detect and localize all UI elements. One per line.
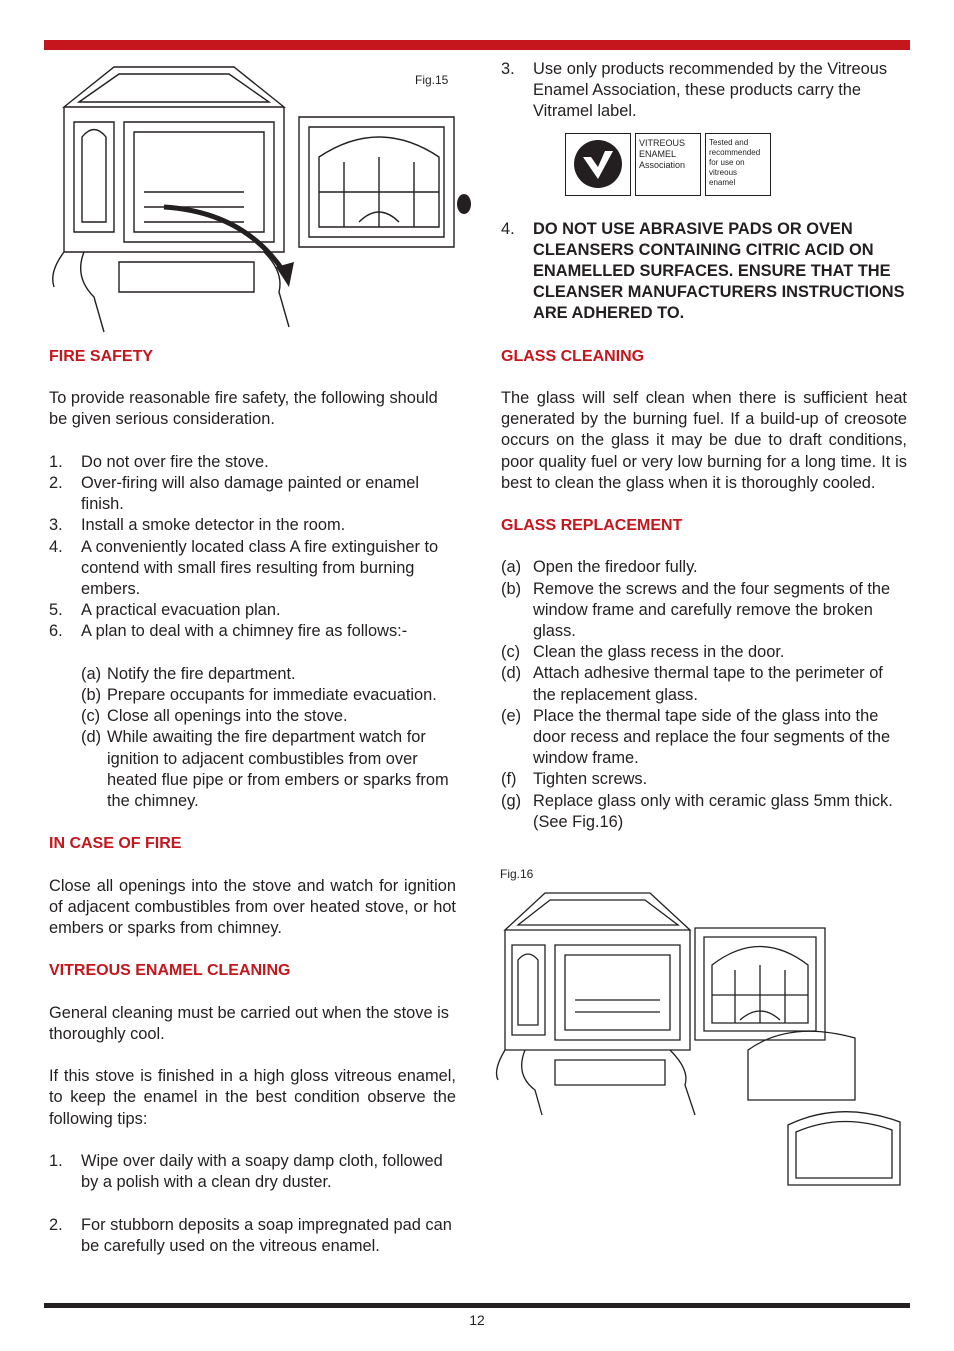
list-item: (c) Close all openings into the stove. [81, 707, 348, 726]
list-item: (d) Attach adhesive thermal tape to the perimeter of the replacement glass. [501, 664, 883, 704]
list-item: (a) Notify the fire department. [81, 664, 296, 683]
list-item: (b) Prepare occupants for immediate evacuation. [81, 686, 437, 704]
list-item: 4. A conveniently located class A fire extinguisher to contend with small fires resulting from burning embers. [49, 537, 439, 598]
enamel-cleaning-p1: General cleaning must be carried out when the stove is thoroughly cool. [49, 1003, 449, 1043]
list-item: 2. For stubborn deposits a soap impregnated pad can be carefully used on the vitreous enamel. [49, 1215, 452, 1255]
list-item: (b) Remove the screws and the four segments of the window frame and carefully remove the broken glass. [501, 579, 891, 640]
list-item: 3. Use only products recommended by the Vitreous Enamel Association, these products carry the Vitramel label. [501, 60, 888, 121]
list-item: (f) Tighten screws. [501, 770, 648, 789]
vitramel-logo [565, 133, 631, 196]
list-item: 6. A plan to deal with a chimney fire as follows:- [49, 622, 408, 641]
left-column [49, 346, 456, 1257]
glass-cleaning-text: The glass will self clean when there is sufficient heat generated by the burning fuel. If a build-up of creosote occurs on the glass it may be due to draft conditions, poor quality fuel or very low burning for a long time. It is best to clean the glass when it is thoroughly cooled. [501, 389, 907, 492]
right-column [501, 59, 907, 833]
fire-safety-intro: To provide reasonable fire safety, the following should be given serious consideration. [49, 389, 438, 429]
in-case-of-fire-text: Close all openings into the stove and watch for ignition of adjacent combustibles from over heated stove, or hot embers or sparks from chimney. [49, 876, 456, 937]
stove-glass-replacement-illustration [490, 890, 910, 1190]
list-item: (a) Open the firedoor fully. [501, 558, 698, 577]
list-item: (g) Replace glass only with ceramic glass 5mm thick. (See Fig.16) [501, 791, 893, 831]
list-item: (c) Clean the glass recess in the door. [501, 643, 785, 662]
enamel-tips-list [49, 1151, 456, 1257]
fire-safety-heading: FIRE SAFETY [49, 348, 154, 365]
in-case-of-fire-heading: IN CASE OF FIRE [49, 835, 182, 853]
enamel-cleaning-p2: If this stove is finished in a high gloss vitreous enamel, to keep the enamel in the best condition observe the following tips: [49, 1067, 456, 1128]
list-item: (e) Place the thermal tape side of the glass into the door recess and replace the four segments of the window frame. [501, 706, 891, 768]
page-number: 12 [469, 1312, 485, 1328]
vea-logo: VITREOUS ENAMEL Association [635, 133, 701, 196]
glass-cleaning-heading: GLASS CLEANING [501, 347, 645, 365]
list-item: 2. Over-firing will also damage painted or enamel finish. [49, 473, 419, 514]
stove-open-door-illustration [44, 62, 474, 337]
list-item: 3. Install a smoke detector in the room. [49, 516, 346, 535]
list-item: 1. Wipe over daily with a soapy damp cloth, followed by a polish with a clean dry duster. [49, 1151, 443, 1192]
fig-15-label: Fig.15 [415, 73, 449, 87]
list-item: (d) While awaiting the fire department watch for ignition to adjacent combustibles from over heated flue pipe or from embers or sparks from the chimney. [81, 728, 449, 811]
list-item: 1. Do not over fire the stove. [49, 452, 269, 471]
fig-16-label: Fig.16 [500, 867, 534, 881]
chimney-fire-sublist [49, 664, 456, 812]
glass-replacement-list [501, 557, 907, 833]
fire-safety-list [49, 452, 456, 643]
list-item: 4. DO NOT USE ABRASIVE PADS OR OVEN CLEANSERS CONTAINING CITRIC ACID ON ENAMELLED SURFACES. ENSURE THAT THE CLEANSER MANUFACTURERS INSTRUCTIONS ARE ADHERED TO. [501, 219, 905, 323]
glass-replacement-heading: GLASS REPLACEMENT [501, 517, 683, 535]
tested-label: Tested and recommended for use on vitreous enamel [705, 133, 771, 196]
vitramel-labels [565, 133, 907, 196]
header-rule [44, 40, 910, 50]
list-item: 5. A practical evacuation plan. [49, 601, 281, 620]
enamel-cleaning-heading: VITREOUS ENAMEL CLEANING [49, 962, 291, 980]
footer-rule [44, 1303, 910, 1308]
